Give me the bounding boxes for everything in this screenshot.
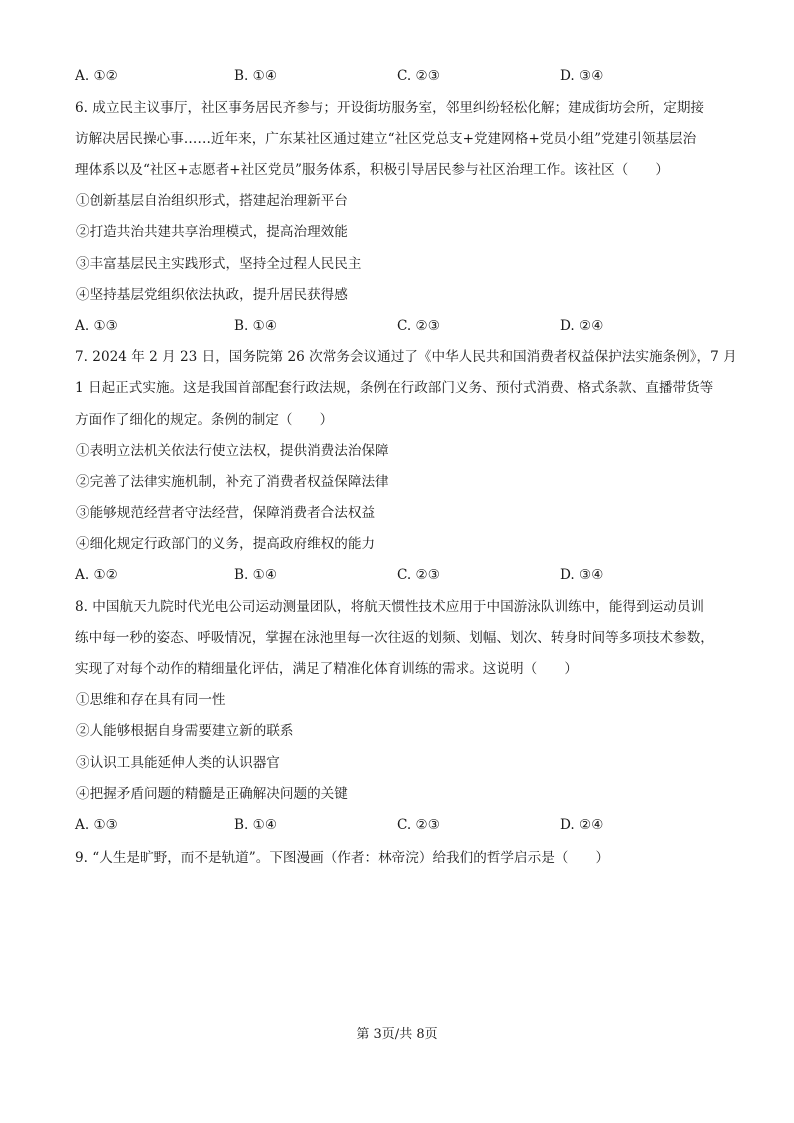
question-6-item: ④坚持基层党组织依法执政，提升居民获得感	[76, 287, 348, 303]
question-8-stem-line: 练中每一秒的姿态、呼吸情况，掌握在泳池里每一次往返的划频、划幅、划次、转身时间等多项技术参数，	[75, 630, 714, 646]
question-8-stem-line: 实现了对每个动作的精细量化评估，满足了精准化体育训练的需求。这说明（ ）	[75, 661, 578, 677]
option-a[interactable]: A. ①③	[75, 318, 118, 334]
option-c[interactable]: C. ②③	[397, 68, 440, 84]
page-number: 第 3页/共 8页	[356, 1027, 438, 1042]
question-7-item: ②完善了法律实施机制，补充了消费者权益保障法律	[76, 474, 389, 490]
option-a[interactable]: A. ①②	[75, 68, 118, 84]
option-c[interactable]: C. ②③	[397, 318, 440, 334]
question-7-item: ③能够规范经营者守法经营，保障消费者合法权益	[76, 505, 376, 521]
question-8-item: ④把握矛盾问题的精髓是正确解决问题的关键	[76, 786, 348, 802]
option-b[interactable]: B. ①④	[234, 817, 278, 833]
question-6-stem-line: 访解决居民操心事……近年来，广东某社区通过建立“社区党总支+党建网格+党员小组”党建引领基层治	[75, 131, 697, 147]
question-9-stem-line: 9. “人生是旷野，而不是轨道”。下图漫画（作者：林帝浣）给我们的哲学启示是（ ）	[75, 850, 610, 866]
question-7-options	[75, 567, 725, 583]
question-6-options	[75, 318, 725, 334]
question-7-stem-line: 方面作了细化的规定。条例的制定（ ）	[75, 412, 334, 428]
question-7-stem-line: 1 日起正式实施。这是我国首部配套行政法规，条例在行政部门义务、预付式消费、格式条款、直播带货等	[75, 380, 714, 396]
question-7-stem-line: 7. 2024 年 2 月 23 日，国务院第 26 次常务会议通过了《中华人民共和国消费者权益保护法实施条例》，7 月	[75, 349, 737, 365]
question-8-item: ②人能够根据自身需要建立新的联系	[76, 723, 294, 739]
question-8-item: ③认识工具能延伸人类的认识器官	[76, 755, 280, 771]
question-5-options	[75, 68, 725, 84]
question-8-item: ①思维和存在具有同一性	[76, 692, 226, 708]
option-a[interactable]: A. ①②	[75, 567, 118, 583]
question-6-item: ①创新基层自治组织形式，搭建起治理新平台	[76, 193, 348, 209]
question-6-stem-line: 理体系以及“社区+志愿者+社区党员”服务体系，积极引导居民参与社区治理工作。该社区（ ）	[75, 162, 670, 178]
question-6-item: ③丰富基层民主实践形式，坚持全过程人民民主	[76, 256, 362, 272]
option-c[interactable]: C. ②③	[397, 817, 440, 833]
question-6-item: ②打造共治共建共享治理模式，提高治理效能	[76, 224, 348, 240]
option-d[interactable]: D. ②④	[560, 318, 604, 334]
question-7-item: ①表明立法机关依法行使立法权，提供消费法治保障	[76, 443, 389, 459]
question-8-options	[75, 817, 725, 833]
question-7-item: ④细化规定行政部门的义务，提高政府维权的能力	[76, 536, 376, 552]
option-c[interactable]: C. ②③	[397, 567, 440, 583]
option-d[interactable]: D. ②④	[560, 817, 604, 833]
option-d[interactable]: D. ③④	[560, 68, 604, 84]
option-b[interactable]: B. ①④	[234, 68, 278, 84]
question-6-stem-line: 6. 成立民主议事厅，社区事务居民齐参与；开设街坊服务室，邻里纠纷轻松化解；建成街坊会所，定期接	[75, 100, 705, 116]
question-8-stem-line: 8. 中国航天九院时代光电公司运动测量团队，将航天惯性技术应用于中国游泳队训练中，能得到运动员训	[75, 599, 705, 615]
option-d[interactable]: D. ③④	[560, 567, 604, 583]
option-a[interactable]: A. ①③	[75, 817, 118, 833]
option-b[interactable]: B. ①④	[234, 318, 278, 334]
option-b[interactable]: B. ①④	[234, 567, 278, 583]
